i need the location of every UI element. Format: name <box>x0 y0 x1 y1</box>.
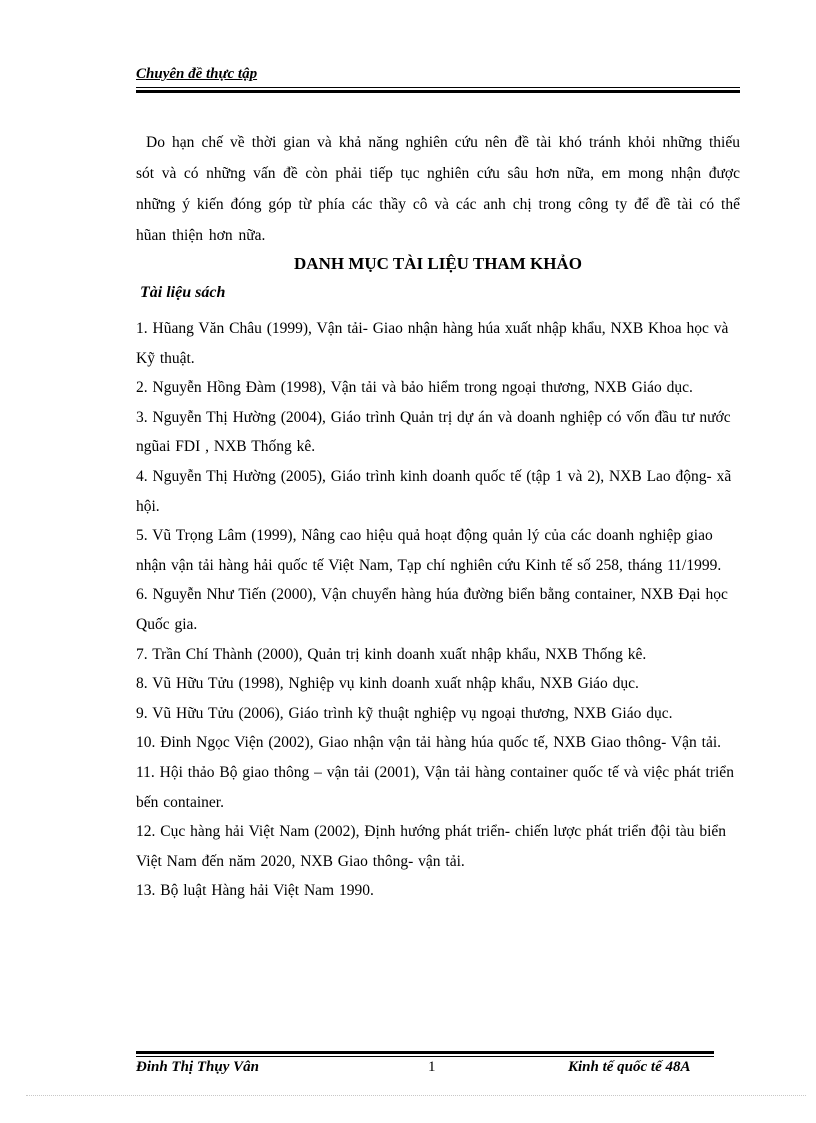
reference-list <box>136 314 740 906</box>
header-title: Chuyên đề thực tập <box>136 66 258 82</box>
subsection-title: Tài liệu sách <box>140 284 226 301</box>
page-number: 1 <box>428 1059 436 1075</box>
footer-divider-thick <box>136 1051 714 1054</box>
header-divider-thick <box>136 90 740 93</box>
section-title: DANH MỤC TÀI LIỆU THAM KHẢO <box>294 254 582 273</box>
reference-item: 3. Nguyễn Thị Hường (2004), Giáo trình Quản trị dự án và doanh nghiệp có vốn đầu tư nước ngũai FDI , NXB Thống kê. <box>136 408 731 456</box>
footer-class-name: Kinh tế quốc tế 48A <box>568 1059 691 1075</box>
reference-item: 10. Đinh Ngọc Viện (2002), Giao nhận vận tải hàng húa quốc tế, NXB Giao thông- Vận tải. <box>136 734 722 752</box>
reference-item: 11. Hội thảo Bộ giao thông – vận tải (2001), Vận tải hàng container quốc tế và việc phát triển bến container. <box>136 763 734 811</box>
reference-item: 13. Bộ luật Hàng hải Việt Nam 1990. <box>136 882 374 900</box>
reference-item: 2. Nguyễn Hồng Đàm (1998), Vận tải và bảo hiểm trong ngoại thương, NXB Giáo dục. <box>136 379 693 397</box>
reference-item: 6. Nguyễn Như Tiến (2000), Vận chuyển hàng húa đường biển bằng container, NXB Đại học Quốc gia. <box>136 586 728 633</box>
reference-item: 5. Vũ Trọng Lâm (1999), Nâng cao hiệu quả hoạt động quản lý của các doanh nghiệp giao nhận vận tải hàng hải quốc tế Việt Nam, Tạp chí nghiên cứu Kinh tế số 258, tháng 11/1999. <box>136 527 722 574</box>
reference-item: 7. Trần Chí Thành (2000), Quản trị kinh doanh xuất nhập khẩu, NXB Thống kê. <box>136 645 647 663</box>
reference-item: 8. Vũ Hữu Tửu (1998), Nghiệp vụ kinh doanh xuất nhập khẩu, NXB Giáo dục. <box>136 675 639 693</box>
intro-paragraph: Do hạn chế về thời gian và khả năng nghiên cứu nên đề tài khó tránh khỏi những thiếu sót và có những vấn đề còn phải tiếp tục nghiên cứu sâu hơn nữa, em mong nhận được những ý kiến đóng góp từ phía các thầy cô và các anh chị trong công ty để đề tài có thể hũan thiện hơn nữa. <box>136 134 740 244</box>
reference-item: 9. Vũ Hữu Tửu (2006), Giáo trình kỹ thuật nghiệp vụ ngoại thương, NXB Giáo dục. <box>136 704 673 722</box>
footer-divider-thin <box>136 1056 714 1057</box>
footer-author: Đinh Thị Thụy Vân <box>136 1059 259 1075</box>
reference-item: 1. Hũang Văn Châu (1999), Vận tải- Giao nhận hàng húa xuất nhập khẩu, NXB Khoa học và Kỹ thuật. <box>136 320 729 367</box>
header-divider-thin <box>136 87 740 88</box>
reference-item: 4. Nguyễn Thị Hường (2005), Giáo trình kinh doanh quốc tế (tập 1 và 2), NXB Lao động- xã hội. <box>136 467 732 515</box>
reference-item: 12. Cục hàng hải Việt Nam (2002), Định hướng phát triển- chiến lược phát triển đội tàu biển Việt Nam đến năm 2020, NXB Giao thông- vận tải. <box>136 823 727 870</box>
page-edge-divider <box>26 1095 806 1096</box>
